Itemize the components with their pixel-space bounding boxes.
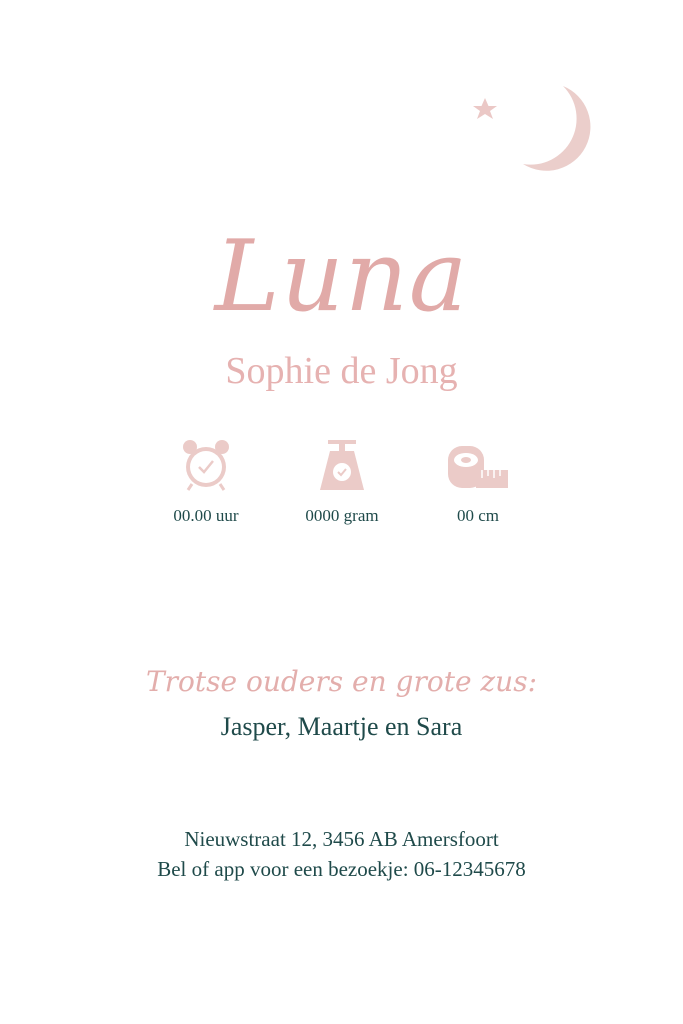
star-icon <box>473 98 497 119</box>
parents-names: Jasper, Maartje en Sara <box>220 712 463 741</box>
weight-label: 0000 gram <box>305 506 379 525</box>
length-label: 00 cm <box>456 506 500 525</box>
stat-weight <box>272 438 412 526</box>
measuring-tape-icon <box>446 438 510 492</box>
baby-full-name: Sophie de Jong <box>225 350 458 392</box>
stat-length <box>408 438 548 526</box>
address-block <box>0 824 683 884</box>
scale-icon <box>318 438 366 492</box>
address-line: Nieuwstraat 12, 3456 AB Amersfoort <box>184 827 499 851</box>
contact-line: Bel of app voor een bezoekje: 06-12345678 <box>157 857 526 881</box>
parents-heading: Trotse ouders en grote zus: <box>145 665 538 698</box>
stat-time <box>136 438 276 526</box>
alarm-clock-icon <box>180 438 232 492</box>
moon-icon <box>523 86 590 171</box>
baby-first-name: Luna <box>214 220 469 334</box>
moon-star-decoration <box>470 82 610 182</box>
time-label: 00.00 uur <box>173 506 239 525</box>
